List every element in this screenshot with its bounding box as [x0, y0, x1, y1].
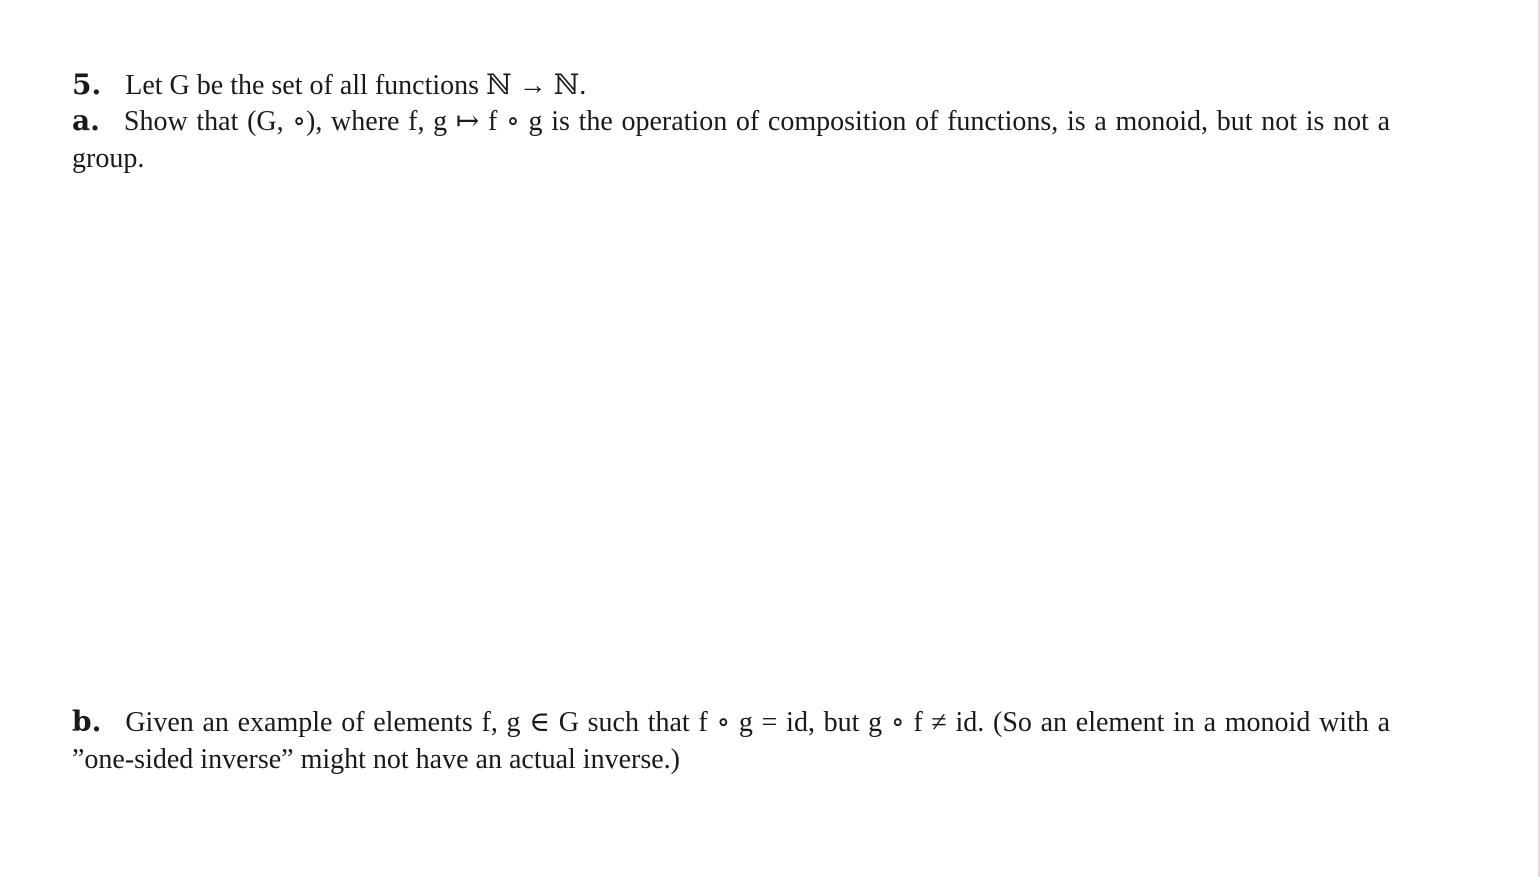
part-a-label: a. — [72, 104, 100, 137]
problem-number: 5. — [72, 68, 102, 101]
part-b-text: Given an example of elements f, g ∈ G such that f ∘ g = id, but g ∘ f ≠ id. (So an element in a monoid with a ”one-sided inverse” might not have an actual inverse.) — [72, 707, 1390, 775]
problem-heading — [72, 67, 1390, 104]
part-b-label: b. — [72, 705, 102, 738]
part-a — [72, 103, 1390, 177]
problem-statement: Let G be the set of all functions ℕ → ℕ. — [125, 70, 587, 101]
part-a-text: Show that (G, ∘), where f, g ↦ f ∘ g is the operation of composition of functions, is a monoid, but not is not a group. — [72, 106, 1390, 174]
part-b — [72, 704, 1390, 778]
